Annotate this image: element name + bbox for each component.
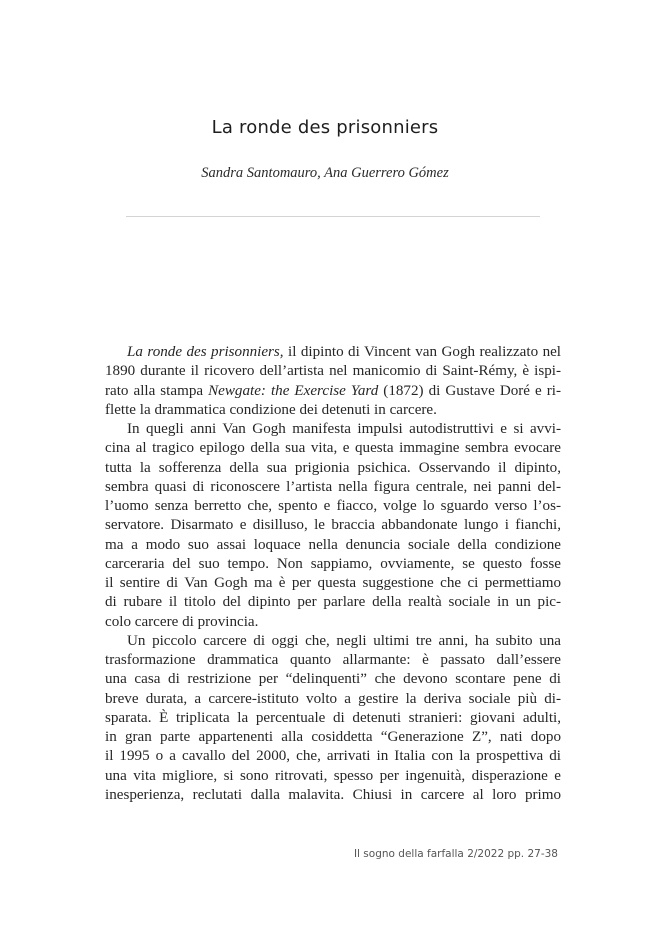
article-title: La ronde des prisonniers xyxy=(211,117,439,138)
body-line: carceraria del suo tempo. Non sappiamo, ovviamente, se questo fosse xyxy=(105,555,561,572)
article-authors: Sandra Santomauro, Ana Guerrero Gómez xyxy=(201,165,449,181)
body-line: inesperienza, reclutati dalla malavita. Chiusi in carcere al loro primo xyxy=(105,786,561,803)
body-line: una casa di restrizione per “delinquenti” che devono scontare pene di xyxy=(105,671,561,688)
body-line: cina al tragico epilogo della sua vita, e questa immagine sembra evocare xyxy=(105,440,561,457)
body-line: Un piccolo carcere di oggi che, negli ultimi tre anni, ha subito una xyxy=(127,632,561,649)
body-line: di rubare il titolo del dipinto per parlare della realtà sociale in un pic- xyxy=(105,594,561,611)
painting-title-italic: La ronde des prisonniers, xyxy=(127,344,284,360)
body-line: rato alla stampa Newgate: the Exercise Yard (1872) di Gustave Doré e ri- xyxy=(105,382,562,399)
body-line: colo carcere di provincia. xyxy=(105,613,259,630)
body-line: breve durata, a carcere-istituto volto a gestire la deriva sociale più di- xyxy=(105,690,561,707)
body-line: La ronde des prisonniers, il dipinto di Vincent van Gogh realizzato nel xyxy=(127,344,562,360)
title-divider xyxy=(126,216,540,217)
body-line: flette la drammatica condizione dei detenuti in carcere. xyxy=(105,401,437,418)
body-line: sparata. È triplicata la percentuale di detenuti stranieri: giovani adulti, xyxy=(105,709,561,726)
body-line: In quegli anni Van Gogh manifesta impulsi autodistruttivi e si avvi- xyxy=(127,421,561,437)
body-line: 1890 durante il ricovero dell’artista nel manicomio di Saint-Rémy, è ispi- xyxy=(105,363,561,380)
footer-citation: Il sogno della farfalla 2/2022 pp. 27-38 xyxy=(353,848,558,860)
body-line: ma a modo suo assai loquace nella denuncia sociale della condizione xyxy=(105,536,561,553)
body-line: sembra quasi di riconoscere l’artista nella figura centrale, nei panni del- xyxy=(105,478,561,495)
body-line: in gran parte appartenenti alla cosiddetta “Generazione Z”, nati dopo xyxy=(105,729,561,745)
body-line: una vita migliore, si sono ritrovati, spesso per ingenuità, disperazione e xyxy=(105,767,561,784)
body-line: tutta la sofferenza della sua prigionia psichica. Osservando il dipinto, xyxy=(105,459,561,476)
print-title-italic: Newgate: the Exercise Yard xyxy=(208,382,379,399)
body-line: il sentire di Van Gogh ma è per questa suggestione che ci permettiamo xyxy=(105,575,561,591)
article-body xyxy=(105,343,561,805)
body-line: servatore. Disarmato e disilluso, le braccia abbandonate lungo i fianchi, xyxy=(105,517,561,534)
body-line: il 1995 o a cavallo del 2000, che, arrivati in Italia con la prospettiva di xyxy=(105,748,561,765)
body-line: trasformazione drammatica quanto allarmante: è passato dall’essere xyxy=(105,652,561,668)
body-line: l’uomo senza berretto che, spento e fiacco, volge lo sguardo verso l’os- xyxy=(105,498,561,514)
